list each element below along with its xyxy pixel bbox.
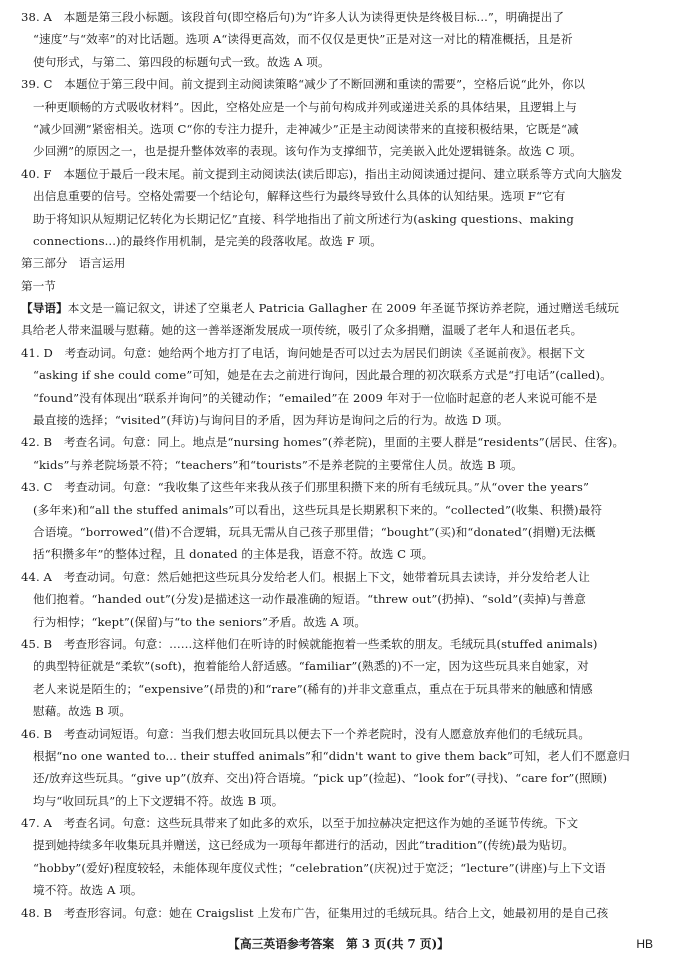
text-line: 39. C 本题位于第三段中间。前文提到主动阅读策略“减少了不断回溯和重读的需要”，空格后说“此外，你以 — [21, 77, 586, 92]
part-title: 第三部分 语言运用 — [21, 256, 126, 271]
text-line: 47. A 考查名词。句意：这些玩具带来了如此多的欢乐，以至于加拉赫决定把这作为她的圣诞节传统。下文 — [21, 816, 579, 831]
intro-tag: 【导语】 — [21, 301, 68, 316]
answer-block-q46 — [21, 723, 657, 813]
answer-block-q43 — [21, 476, 657, 566]
section-title: 第一节 — [21, 278, 56, 293]
text-line: 44. A 考查动词。句意：然后她把这些玩具分发给老人们。根据上下文，她带着玩具去读诗，并分发给老人让 — [21, 569, 590, 584]
text-line: 的典型特征就是“柔软”(soft)，抱着能给人舒适感。“familiar”(熟悉的)不一定，因为这些玩具来自她家，对 — [33, 659, 589, 674]
answer-block-q41 — [21, 342, 657, 432]
footer-code: HB — [636, 937, 653, 951]
text-line: 41. D 考查动词。句意：她给两个地方打了电话，询问她是否可以过去为居民们朗读《圣诞前夜》。根据下文 — [21, 345, 586, 360]
text-line: “hobby”(爱好)程度较轻，未能体现年度仪式性；“celebration”(庆祝)过于宽泛；“lecture”(讲座)与上下文语 — [33, 860, 606, 875]
answer-block-q39 — [21, 73, 657, 163]
text-line: 出信息重要的信号。空格处需要一个结论句，解释这些行为最终导致什么具体的认知结果。选项 F“它有 — [33, 189, 566, 204]
text-line: 最直接的选择；“visited”(拜访)与询问目的矛盾，因为拜访是询问之后的行为。故选 D 项。 — [33, 413, 509, 428]
answer-block-q42 — [21, 431, 657, 476]
text-line: 老人来说是陌生的；“expensive”(昂贵的)和“rare”(稀有的)并非文意重点，重点在于玩具带来的触感和情感 — [33, 681, 593, 696]
intro-line: 具给老人带来温暖与慰藉。她的这一善举逐渐发展成一项传统，吸引了众多捐赠，温暖了老年人和退伍老兵。 — [21, 323, 583, 338]
intro-text: 本文是一篇记叙文，讲述了空巢老人 Patricia Gallagher 在 2009 年圣诞节探访养老院，通过赠送毛绒玩 — [67, 301, 619, 316]
footer-page-label: 【高三英语参考答案 第 3 页(共 7 页)】 — [228, 937, 449, 951]
text-line: 42. B 考查名词。句意：同上。地点是“nursing homes”(养老院)，里面的主要人群是“residents”(居民、住客)。 — [21, 435, 625, 450]
answer-block-q44 — [21, 566, 657, 633]
text-line: 48. B 考查形容词。句意：她在 Craigslist 上发布广告，征集用过的毛绒玩具。结合上文，她最初用的是自己孩 — [21, 905, 609, 920]
text-line: “kids”与养老院场景不符；“teachers”和“tourists”不是养老院的主要常住人员。故选 B 项。 — [33, 457, 523, 472]
answer-block-q48 — [21, 902, 657, 924]
text-line: 43. C 考查动词。句意：“我收集了这些年来我从孩子们那里积攒下来的所有毛绒玩具。”从“over the years” — [21, 480, 589, 495]
text-line: 提到她持续多年收集玩具并赠送，这已经成为一项每年都进行的活动，因此“tradition”(传统)最为贴切。 — [33, 838, 575, 853]
text-line: 还/放弃这些玩具。“give up”(放弃、交出)符合语境。“pick up”(捡起)、“look for”(寻找)、“care for”(照顾) — [33, 771, 608, 786]
intro-line — [21, 297, 657, 319]
answer-block-q40 — [21, 163, 657, 253]
text-line: “found”没有体现出“联系并询问”的关键动作；“emailed”在 2009 年对于一位临时起意的老人来说可能不是 — [33, 390, 598, 405]
text-line: 46. B 考查动词短语。句意：当我们想去收回玩具以便去下一个养老院时，没有人愿意放弃他们的毛绒玩具。 — [21, 726, 591, 741]
answer-block-q45 — [21, 633, 657, 723]
text-line: 境不符。故选 A 项。 — [33, 883, 143, 898]
answer-block-q38 — [21, 6, 657, 73]
page-content — [21, 6, 657, 924]
text-line: 他们抱着。“handed out”(分发)是描述这一动作最准确的短语。“threw out”(扔掉)、“sold”(卖掉)与善意 — [33, 592, 586, 607]
text-line: 40. F 本题位于最后一段末尾。前文提到主动阅读法(读后即忘)，指出主动阅读通过提问、建立联系等方式向大脑发 — [21, 166, 623, 181]
text-line: 使句形式，与第二、第四段的标题句式一致。故选 A 项。 — [33, 54, 330, 69]
text-line: 45. B 考查形容词。句意：……这样他们在听诗的时候就能抱着一些柔软的朋友。毛绒玩具(stuffed animals) — [21, 636, 598, 651]
text-line: 括“积攒多年”的整体过程，且 donated 的主体是我，语意不符。故选 C 项。 — [33, 547, 434, 562]
text-line: 根据“no one wanted to... their stuffed animals”和“didn't want to give them back”可知，老人们不愿意归 — [33, 748, 630, 763]
text-line: 慰藉。故选 B 项。 — [33, 704, 132, 719]
text-line: 均与“收回玩具”的上下文逻辑不符。故选 B 项。 — [33, 793, 284, 808]
text-line: 38. A 本题是第三段小标题。该段首句(即空格后句)为“许多人认为读得更快是终极目标...”，明确提出了 — [21, 10, 565, 24]
text-line: “asking if she could come”可知，她是在去之前进行询问，因此最合理的初次联系方式是“打电话”(called)。 — [33, 368, 612, 383]
text-line: “减少回溯”紧密相关。选项 C“你的专注力提升，走神减少”正是主动阅读带来的直接积极结果，它既是“减 — [33, 121, 579, 136]
text-line: connections...)的最终作用机制，是完美的段落收尾。故选 F 项。 — [33, 233, 382, 248]
intro-block — [21, 297, 657, 342]
text-line: 行为相悖；“kept”(保留)与“to the seniors”矛盾。故选 A 项。 — [33, 614, 367, 629]
text-line: 一种更顺畅的方式吸收材料”。因此，空格处应是一个与前句构成并列或递进关系的具体结果，且逻辑上与 — [33, 99, 577, 114]
answer-block-q47 — [21, 812, 657, 902]
text-line: 助于将知识从短期记忆转化为长期记忆”直接、科学地指出了前文所述行为(asking questions、making — [33, 211, 574, 226]
page-footer — [0, 933, 677, 955]
text-line: (多年来)和“all the stuffed animals”可以看出，这些玩具是长期累积下来的。“collected”(收集、积攒)最符 — [33, 502, 603, 517]
text-line: “速度”与“效率”的对比话题。选项 A“读得更高效，而不仅仅是更快”正是对这一对比的精准概括，且是祈 — [33, 32, 573, 47]
text-line: 少回溯”的原因之一，也是提升整体效率的表现。该句作为支撑细节，完美嵌入此处逻辑链条。故选 C 项。 — [33, 144, 582, 159]
text-line: 合语境。“borrowed”(借)不合逻辑，玩具无需从自己孩子那里借；“bought”(买)和“donated”(捐赠)无法概 — [33, 524, 596, 539]
